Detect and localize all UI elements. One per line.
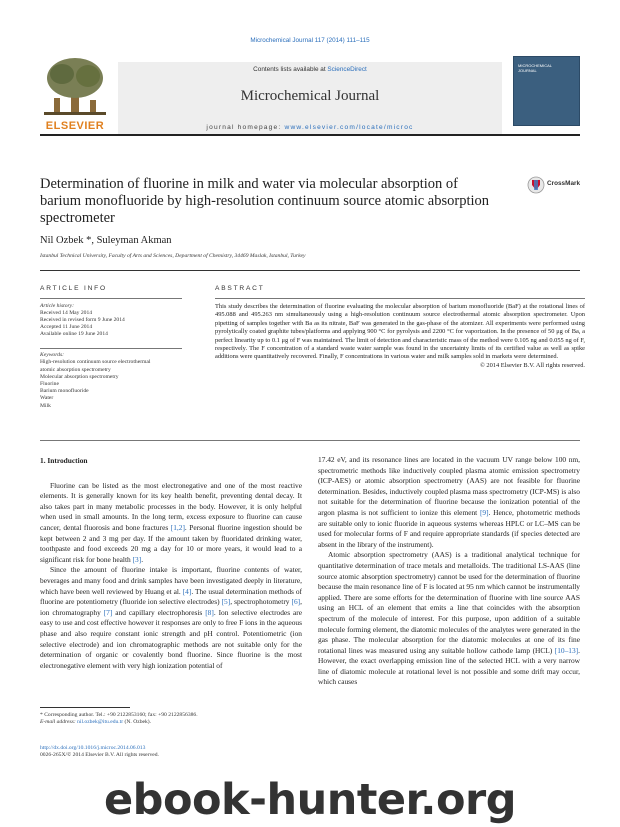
- doi-link[interactable]: http://dx.doi.org/10.1016/j.microc.2014.06.013: [40, 745, 146, 751]
- citation-link[interactable]: [3]: [132, 554, 142, 564]
- email-line: E-mail address: nil.ozbek@itu.edu.tr (N. Ozbek).: [40, 719, 152, 726]
- keyword: High-resolution continuum source electrothermal: [40, 359, 151, 366]
- journal-homepage: [118, 124, 502, 131]
- author-affiliation: Istanbul Technical University, Faculty of Arts and Sciences, Department of Chemistry, 34469 Maslak, Istanbul, Turkey: [40, 253, 306, 259]
- citation-link[interactable]: [7]: [103, 607, 113, 617]
- issn-line: 0026-265X/© 2014 Elsevier B.V. All rights reserved.: [40, 752, 159, 759]
- journal-name: Microchemical Journal: [240, 88, 380, 104]
- homepage-link[interactable]: www.elsevier.com/locate/microc: [284, 124, 414, 131]
- keyword: atomic absorption spectrometry: [40, 366, 111, 373]
- article-title: Determination of fluorine in milk and water via molecular absorption of barium monofluoride by high-resolution continuum source atomic absorption spectrometer: [40, 176, 490, 226]
- citation-link[interactable]: [6]: [291, 597, 301, 607]
- history-revised: Received in revised form 9 June 2014: [40, 317, 125, 323]
- corresponding-contact: * Corresponding author. Tel.: +90 2122853160; fax: +90 2122856386.: [40, 712, 198, 718]
- abstract: [215, 285, 585, 370]
- body-paragraph: 17.42 eV, and its resonance lines are located in the vacuum UV range below 100 nm, spectrometric methods like inductively coupled plasma atomic emission spectrometry (ICP-AES) or atomic absorption spectrometry (AAS) are not feasible for fluorine determination. Besides, inductively coupled plasma mass spectrometry (ICP-MS) is also not suitable for the determination of fluorine because the ionization potential of the argon plasma is not sufficient to ionize this element [9]. Hence, photometric methods are suitable only to ionic fluoride in aqueous systems whereas HPLC or LC–MS can be used for molecular forms of F and require appropriate standards (if species detected are absent in the library of the instrument).: [318, 455, 580, 549]
- keyword: Molecular absorption spectrometry: [40, 373, 119, 380]
- citation-link[interactable]: [1,2]: [170, 522, 185, 532]
- abstract-copyright: © 2014 Elsevier B.V. All rights reserved.: [479, 361, 585, 369]
- watermark-text: ebook-hunter.org: [104, 775, 516, 825]
- info-divider: [40, 298, 182, 299]
- body-paragraph: Atomic absorption spectrometry (AAS) is a traditional analytical technique for quantitative determination of trace metals and metalloids. The traditional LS-AAS (line source atomic absorption spectrometry) cannot be used for the determination of fluorine because the main resonance line of F is located at 95 nm which cannot be instrumentally applied. There are some efforts for the determination of fluorine with line source AAS using an HCL of an element that emits a line that coincides with the absorption spectrum of the molecule of interest. For this purpose, upon addition of a suitable molecule forming element, the diatomic molecules of the analytes were generated in the gas phase. The molecular absorption for the diatomic molecules at one of its fine rotational lines was measured using any suitable hollow cathode lamp (HCL) [10–13]. However, the exact overlapping emission line of the selected HCL with a very narrow line of diatomic molecule at rotational level is not possible and some drift may occur, which causes: [318, 550, 580, 687]
- header-divider: [40, 270, 580, 271]
- citation-link[interactable]: [10–13]: [554, 645, 579, 655]
- history-online: Available online 19 June 2014: [40, 331, 108, 338]
- crossmark-label: CrossMark: [547, 180, 581, 187]
- body-paragraph: Since the amount of fluorine intake is important, fluorine contents of water, beverages and many food and drink samples have been investigated deeply in literature, which have been well reviewed by Huang et al. [4]. The usual determination methods of fluorine are potentiometry (fluoride ion selective electrodes) [5], spectrophotometry [6], ion chromatography [7] and capillary electrophoresis [8]. Ion selective electrodes are easy to use and cost effective however it responses are only to free F ions in the aqueous phase and also require constant ionic strength and pH control. Potentiometric (ion selective electrode) and ion chromatographic methods are not suitable only for the determination of organic or covalently bond fluorine. Since fluorine is the most electronegative element with very high ionization potential of: [40, 565, 303, 670]
- journal-banner: [118, 62, 502, 134]
- contents-line: [118, 66, 502, 73]
- history-accepted: Accepted 11 June 2014: [40, 324, 93, 331]
- abstract-divider: [40, 440, 580, 441]
- body-column-right: [318, 455, 580, 688]
- crossmark-badge[interactable]: [527, 176, 587, 194]
- citation-link[interactable]: [5]: [221, 597, 231, 607]
- keyword: Milk: [40, 402, 51, 409]
- keywords-divider: [40, 348, 182, 349]
- footnote-divider: [40, 707, 130, 708]
- article-info-heading: ARTICLE INFO: [40, 285, 107, 292]
- body-column-left: [40, 456, 302, 671]
- keyword: Barium monofluoride: [40, 388, 89, 395]
- author-list[interactable]: Nil Ozbek *, Suleyman Akman: [40, 235, 172, 246]
- corresponding-author-note: [40, 712, 198, 727]
- contents-prefix: Contents lists available at: [253, 66, 328, 73]
- history-label: Article history:: [40, 302, 75, 309]
- citation-link[interactable]: [4]: [182, 586, 192, 596]
- cover-title: MICROCHEMICAL JOURNAL: [518, 63, 552, 73]
- citation-link[interactable]: [8]: [205, 607, 214, 617]
- email-link[interactable]: nil.ozbek@itu.edu.tr: [77, 719, 124, 726]
- citation-link[interactable]: [9]: [479, 507, 489, 517]
- article-info: [40, 285, 182, 410]
- doi-block: [40, 745, 159, 760]
- journal-cover-image: [513, 56, 580, 126]
- publisher-wordmark: ELSEVIER: [45, 120, 105, 132]
- sciencedirect-link[interactable]: ScienceDirect: [327, 66, 367, 73]
- masthead: [40, 56, 580, 134]
- elsevier-tree-logo: [40, 56, 110, 134]
- masthead-divider: [40, 134, 580, 136]
- keyword: Fluorine: [40, 381, 59, 388]
- body-paragraph: Fluorine can be listed as the most electronegative and one of the most reactive elements. It is generally known for its key health benefit, preventing dental decay. It also takes part in many metabolic processes in the body. However, it is only helpful when used in small amounts. In the long term, excess exposure to fluorine can cause cancer, dental fluorosis and bone fractures [1,2]. Personal fluorine ingestion should be kept between 2 and 3 mg per day. If the amount taken by fluoridated drinking water, toothpaste and food exceeds 20 mg a day for 10 or more years, it would lead to a significant risk for bone health [3].: [40, 480, 302, 564]
- journal-citation[interactable]: Microchemical Journal 117 (2014) 111–115: [250, 37, 370, 44]
- keywords-label: Keywords:: [40, 352, 65, 359]
- abstract-heading: ABSTRACT: [215, 285, 265, 292]
- crossmark-icon: [527, 176, 545, 194]
- history-received: Received 14 May 2014: [40, 309, 93, 316]
- abstract-text: This study describes the determination of fluorine evaluating the molecular absorption of barium monofluoride (BaF) at the rotational lines of 495.088 and 495.263 nm simultaneously using a high-resolution continuum source electrothermal atomic absorption spectrometer. Upon pipetting of samples together with Ba as its nitrate, BaF was generated in the gas-phase of the atomizer. All experiments were performed using pyrolytically coated graphite tubes/platforms and applying 900 °C for pyrolysis and 2200 °C for vaporization. In the presence of 50 μg of Ba, a perfect linearity up to 0.1 μg of F was maintained. The limit of detection and characteristic mass of the method were 0.105 ng and 0.055 ng of F, respectively. The F concentration of a standard waste water sample was found in the uncertainty limits of its certified value as well as spike additions were quantitatively recovered. Finally, F concentrations in various water and milk samples sold in markets were determined.: [215, 298, 585, 362]
- keyword: Water: [40, 395, 54, 402]
- homepage-prefix: journal homepage:: [206, 124, 285, 131]
- section-title: 1. Introduction: [40, 456, 88, 465]
